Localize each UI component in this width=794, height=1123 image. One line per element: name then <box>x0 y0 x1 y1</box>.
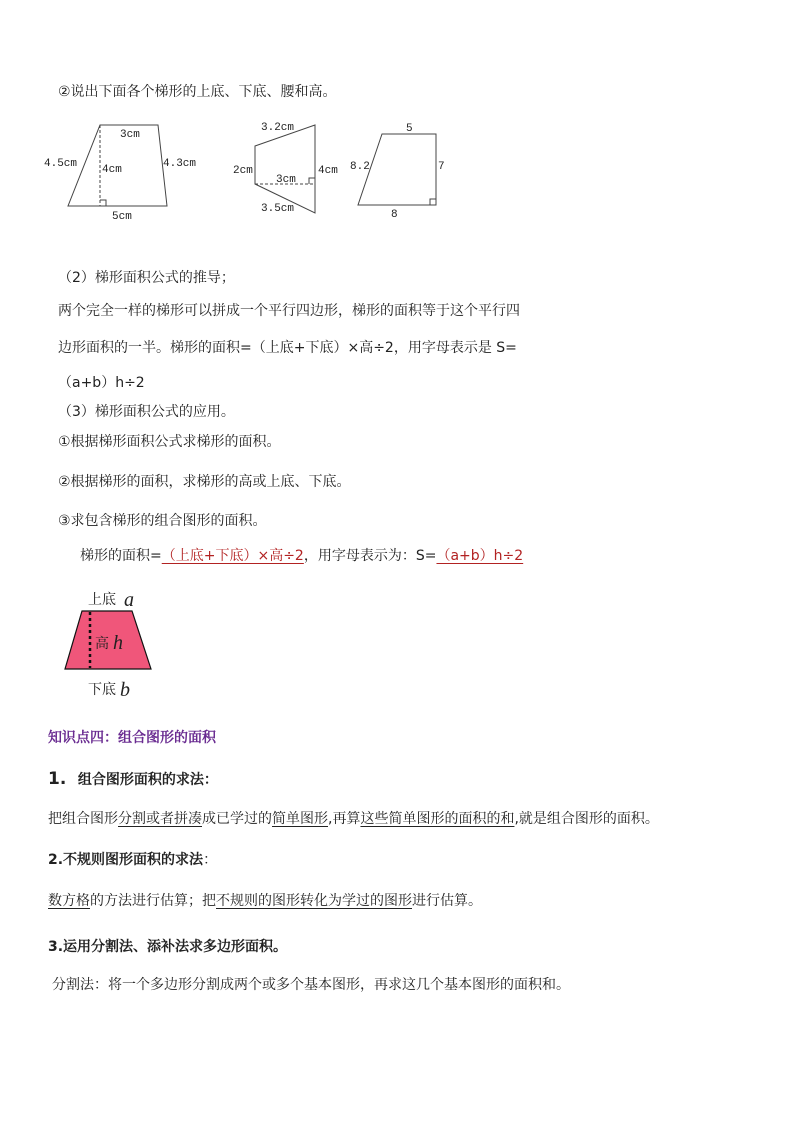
k4-3-body: 分割法：将一个多边形分割成两个或多个基本图形，再求这几个基本图形的面积和。 <box>52 977 570 993</box>
t2-top-label: 3.2cm <box>261 122 295 134</box>
k4-2-underline-c: 不规则的图形转化为学过的图形 <box>216 893 412 909</box>
k4-1-heading <box>48 767 218 792</box>
t1-height-label: 4cm <box>102 164 122 176</box>
t3-left-label: 8.2 <box>350 161 370 173</box>
k4-1-text-g: ,就是组合图形的面积。 <box>514 811 659 827</box>
section-3-item-2: ②根据梯形的面积，求梯形的高或上底、下底。 <box>58 474 351 490</box>
k4-1-underline-f: 这些简单图形的面积的和 <box>360 811 515 827</box>
bottom-base-label: 下底 <box>88 682 116 698</box>
trapezoid-2 <box>255 125 315 213</box>
t1-bottom-label: 5cm <box>112 211 132 223</box>
k4-1-text-e: ,再算 <box>328 811 361 827</box>
t1-right-label: 4.3cm <box>163 158 197 170</box>
section-3-title: （3）梯形面积公式的应用。 <box>58 404 235 420</box>
top-base-label: 上底 <box>88 592 116 608</box>
section-2-paragraph-line-3: （a+b）h÷2 <box>58 375 145 391</box>
k4-2-text-d: 进行估算。 <box>412 893 482 909</box>
section-2-paragraph-line-2: 边形面积的一半。梯形的面积=（上底+下底）×高÷2，用字母表示是 S= <box>58 340 517 356</box>
formula-blank-1: （上底+下底）×高÷2 <box>161 548 304 564</box>
section-3-item-3: ③求包含梯形的组合图形的面积。 <box>58 513 267 529</box>
t2-bottom-label: 3.5cm <box>261 203 295 215</box>
k4-3-heading: 3.运用分割法、添补法求多边形面积。 <box>48 939 288 955</box>
t2-right-label: 4cm <box>318 165 338 177</box>
k4-2-heading <box>48 850 217 870</box>
k4-2-underline-a: 数方格 <box>48 893 90 909</box>
labelled-trapezoid-figure <box>60 586 170 704</box>
k4-1-text-a: 把组合图形 <box>48 811 118 827</box>
k4-1-number: 1. <box>48 769 67 789</box>
top-base-variable: a <box>124 589 134 611</box>
t2-height-label: 3cm <box>276 174 296 186</box>
k4-1-body <box>48 809 659 829</box>
section-3-item-1: ①根据梯形面积公式求梯形的面积。 <box>58 434 281 450</box>
section-2-paragraph-line-1: 两个完全一样的梯形可以拼成一个平行四边形，梯形的面积等于这个平行四 <box>58 303 520 319</box>
t1-left-label: 4.5cm <box>44 158 78 170</box>
k4-1-underline-d: 简单图形 <box>272 811 328 827</box>
k4-1-title: 组合图形面积的求法： <box>77 772 218 788</box>
t2-left-label: 2cm <box>233 165 253 177</box>
k4-2-title: 2.不规则图形面积的求法 <box>48 852 204 868</box>
k4-2-title-colon: ： <box>203 852 218 868</box>
formula-mid: ，用字母表示为：S= <box>303 548 437 564</box>
height-label: 高 <box>95 636 109 652</box>
k4-2-text-b: 的方法进行估算；把 <box>90 893 216 909</box>
knowledge-point-4-title: 知识点四：组合图形的面积 <box>48 730 216 746</box>
question-line: ②说出下面各个梯形的上底、下底、腰和高。 <box>58 84 337 100</box>
t1-top-label: 3cm <box>120 129 140 141</box>
k4-2-body <box>48 891 482 911</box>
k4-1-underline-b: 分割或者拼凑 <box>118 811 202 827</box>
height-variable: h <box>113 632 123 654</box>
area-formula <box>80 546 523 566</box>
k4-1-text-c: 成已学过的 <box>202 811 272 827</box>
formula-prefix: 梯形的面积= <box>80 548 162 564</box>
section-2-title: （2）梯形面积公式的推导； <box>58 270 235 286</box>
trapezoids-figure <box>40 110 460 225</box>
t3-bottom-label: 8 <box>391 209 398 221</box>
bottom-base-variable: b <box>120 679 130 701</box>
t3-top-label: 5 <box>406 123 413 135</box>
formula-blank-2: （a+b）h÷2 <box>436 548 524 564</box>
t3-right-label: 7 <box>438 161 445 173</box>
